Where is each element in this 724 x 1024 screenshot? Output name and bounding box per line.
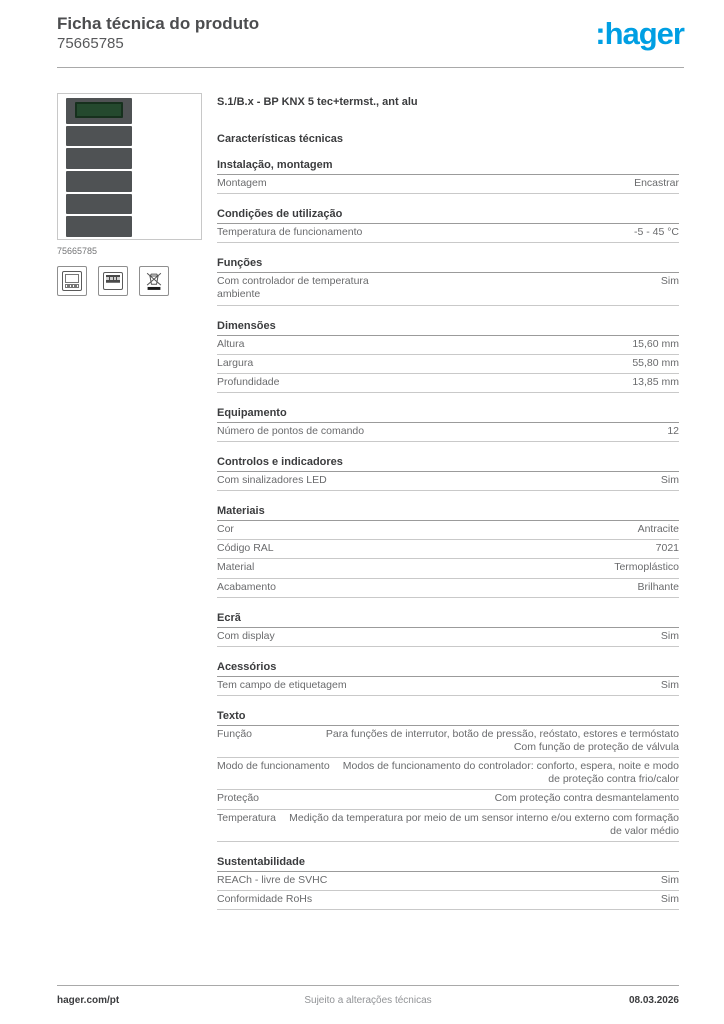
hager-logo: :hager: [595, 16, 684, 51]
row-label: Altura: [217, 337, 245, 350]
device-front-icon: [57, 266, 87, 296]
spec-row: [217, 374, 679, 393]
spec-row: [217, 273, 679, 305]
section-title: Equipamento: [217, 407, 679, 423]
spec-row: [217, 790, 679, 809]
section-title: Dimensões: [217, 320, 679, 336]
row-value: 12: [667, 424, 679, 437]
spec-row: [217, 521, 679, 540]
spec-row: [217, 175, 679, 194]
spec-row: [217, 224, 679, 243]
spec-row: [217, 423, 679, 442]
spec-section: [217, 257, 679, 305]
weee-disposal-icon: [139, 266, 169, 296]
row-value: Com proteção contra desmantelamento: [494, 792, 679, 805]
row-value: Sim: [660, 678, 679, 691]
spec-section: [217, 710, 679, 842]
device-segment: [66, 171, 132, 192]
section-title: Texto: [217, 710, 679, 726]
spec-section: [217, 612, 679, 647]
row-label: REACh - livre de SVHC: [217, 873, 328, 886]
spec-row: [217, 540, 679, 559]
row-label: Temperatura: [217, 811, 276, 824]
spec-sections: [217, 159, 679, 910]
device-segment: [66, 126, 132, 147]
left-column: [57, 93, 202, 910]
spec-section: [217, 456, 679, 491]
product-reference: 75665785: [57, 35, 124, 53]
row-value: Sim: [660, 629, 679, 642]
thermostat-display-icon: [98, 266, 128, 296]
row-label: Largura: [217, 356, 254, 369]
row-label: Acabamento: [217, 580, 276, 593]
row-label: Montagem: [217, 177, 267, 189]
row-label: Conformidade RoHs: [217, 892, 313, 905]
row-value: Termoplástico: [614, 561, 679, 574]
row-label: Número de pontos de comando: [217, 424, 365, 437]
spec-row: [217, 355, 679, 374]
footer-date: 08.03.2026: [628, 995, 679, 1006]
row-value: Brilhante: [637, 580, 679, 593]
row-label: Função: [217, 727, 253, 740]
section-title: Controlos e indicadores: [217, 456, 679, 472]
row-value: Sim: [660, 275, 679, 288]
row-value: Medição da temperatura por meio de um sensor interno e/ou externo com formação de valor médio: [289, 811, 679, 837]
spec-row: [217, 628, 679, 647]
right-column: [217, 93, 679, 910]
row-label: Código RAL: [217, 542, 274, 555]
spec-row: [217, 472, 679, 491]
spec-section: [217, 320, 679, 393]
device-segment-display: [66, 98, 132, 124]
row-label: Modo de funcionamento: [217, 760, 330, 773]
section-title: Funções: [217, 257, 679, 273]
row-value: 15,60 mm: [632, 337, 679, 350]
row-label: Material: [217, 561, 255, 574]
spec-row: [217, 891, 679, 910]
footer-website-link[interactable]: hager.com/pt: [57, 995, 120, 1006]
row-value: Sim: [660, 474, 679, 486]
spec-row: [217, 579, 679, 598]
row-label: Com controlador de temperatura ambiente: [217, 275, 369, 301]
spec-section: [217, 208, 679, 243]
device-segment: [66, 194, 132, 215]
row-label: Profundidade: [217, 375, 280, 388]
spec-section: [217, 505, 679, 598]
row-label: Com display: [217, 629, 275, 642]
spec-row: [217, 559, 679, 578]
row-value: Modos de funcionamento do controlador: conforto, espera, noite e modo de proteção contra frio/calor: [342, 760, 679, 786]
row-label: Tem campo de etiquetagem: [217, 678, 347, 691]
device-lcd: [75, 102, 123, 118]
spec-row: [217, 810, 679, 842]
spec-section: [217, 661, 679, 696]
row-value: -5 - 45 °C: [633, 226, 679, 239]
row-value: Encastrar: [634, 177, 679, 189]
row-value: 13,85 mm: [632, 375, 679, 388]
section-title: Condições de utilização: [217, 208, 679, 224]
header: [57, 14, 684, 68]
row-value: 7021: [655, 542, 679, 555]
row-label: Temperatura de funcionamento: [217, 226, 363, 239]
row-value: Sim: [660, 892, 679, 905]
spec-section: [217, 159, 679, 194]
footer: [57, 985, 679, 1006]
row-label: Com sinalizadores LED: [217, 474, 327, 486]
row-value: Para funções de interrutor, botão de pressão, reóstato, estores e termóstato Com função de proteção de válvula: [325, 727, 679, 753]
spec-row: [217, 726, 679, 758]
section-title: Sustentabilidade: [217, 856, 679, 872]
product-title: S.1/B.x - BP KNX 5 tec+termst., ant alu: [217, 96, 418, 108]
spec-row: [217, 758, 679, 790]
section-title: Instalação, montagem: [217, 159, 679, 175]
product-device-illustration: [66, 98, 132, 237]
row-label: Cor: [217, 523, 234, 536]
section-title: Acessórios: [217, 661, 679, 677]
section-title: Ecrã: [217, 612, 679, 628]
row-value: 55,80 mm: [632, 356, 679, 369]
page-title: Ficha técnica do produto: [57, 14, 260, 33]
spec-row: [217, 677, 679, 696]
main-content: [57, 93, 679, 910]
row-value: Sim: [660, 873, 679, 886]
section-title: Materiais: [217, 505, 679, 521]
spec-row: [217, 872, 679, 891]
device-segment: [66, 148, 132, 169]
product-image: [57, 93, 202, 240]
row-value: Antracite: [637, 523, 679, 536]
spec-table-heading: Características técnicas: [217, 133, 343, 145]
pictogram-row: [57, 266, 202, 296]
spec-row: [217, 336, 679, 355]
footer-disclaimer: Sujeito a alterações técnicas: [304, 995, 432, 1006]
image-caption: 75665785: [57, 246, 98, 256]
spec-section: [217, 407, 679, 442]
device-segment: [66, 216, 132, 237]
row-label: Proteção: [217, 792, 260, 805]
header-text-block: [57, 14, 259, 54]
spec-section: [217, 856, 679, 910]
